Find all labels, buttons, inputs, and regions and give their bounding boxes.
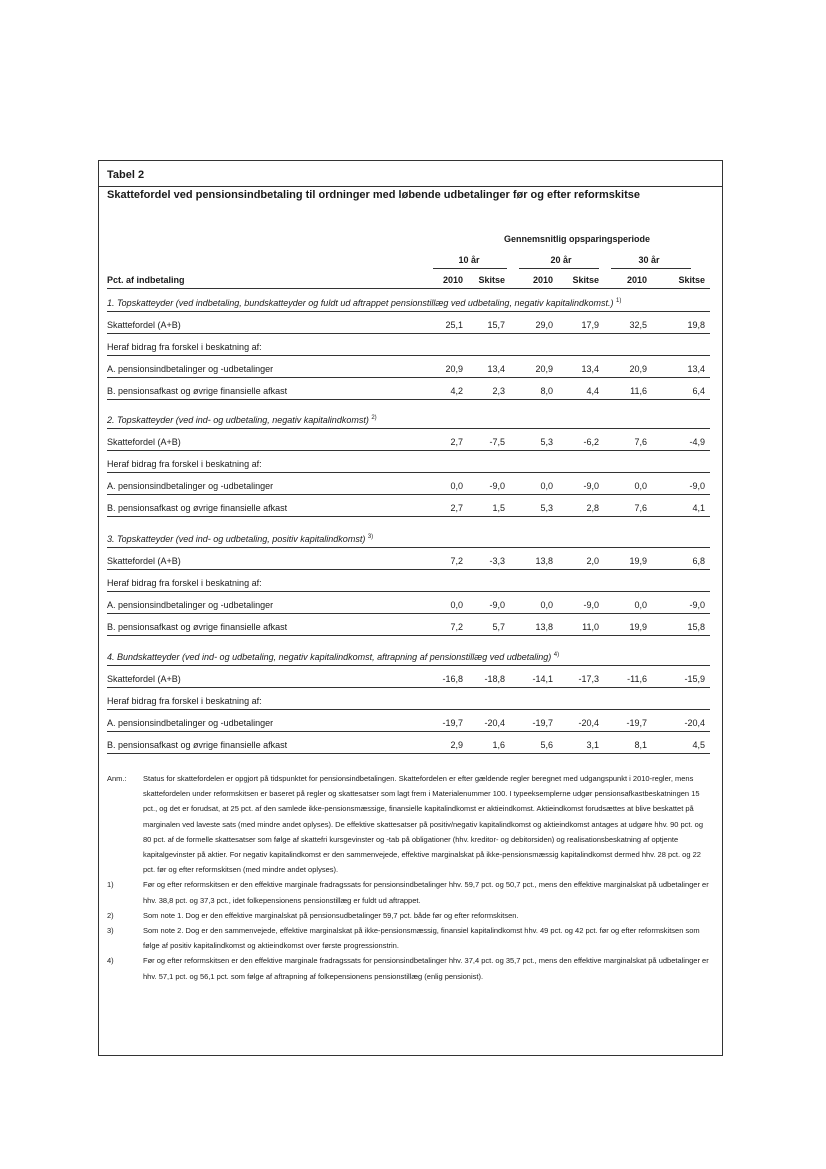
note-key: 4) [107,956,114,966]
table-cell: 11,6 [630,386,647,396]
table-frame [98,160,723,1056]
header-row [107,274,710,289]
row-label: B. pensionsafkast og øvrige finansielle afkast [107,386,288,396]
table-cell: -9,0 [489,481,505,491]
table-cell: 7,2 [450,622,463,632]
row-label: B. pensionsafkast og øvrige finansielle afkast [107,740,288,750]
table-cell: -9,0 [583,481,599,491]
row-label: Heraf bidrag fra forskel i beskatning af: [107,342,262,352]
table-row [107,363,710,378]
table-cell: 15,8 [687,622,705,632]
table-cell: -20,4 [484,718,505,728]
table-cell: 2,7 [450,503,463,513]
table-cell: -19,7 [532,718,553,728]
table-cell: 2,3 [492,386,505,396]
table-cell: 19,9 [629,556,647,566]
row-label: B. pensionsafkast og øvrige finansielle afkast [107,503,288,513]
notes [107,771,712,984]
note-key: 2) [107,910,114,920]
section-title: 1. Topskatteyder (ved indbetaling, bundskatteyder og fuldt ud aftrappet pensionstillæg ved udbetaling, negativ kapitalindkomst.) $^{1)}$ [107,297,710,312]
table-cell: 4,1 [692,503,705,513]
table-cell: -19,7 [626,718,647,728]
table-row [107,385,710,400]
table-cell: -9,0 [583,600,599,610]
row-label: B. pensionsafkast og øvrige finansielle afkast [107,622,288,632]
table-cell: 0,0 [450,481,463,491]
table-cell: 13,4 [581,364,599,374]
table-cell: 20,9 [445,364,463,374]
table-cell: 11,0 [582,622,599,632]
table-cell: 1,6 [492,740,505,750]
table-cell: 5,3 [540,503,553,513]
table-cell: 17,9 [581,320,599,330]
table-cell: 19,9 [629,622,647,632]
table-cell: -7,5 [489,437,505,447]
header-period-10-line [433,268,507,269]
table-row [107,739,710,754]
table-row [107,555,710,570]
header-period-10: 10 år [458,255,480,265]
row-label: A. pensionsindbetalinger og -udbetalinger [107,718,274,728]
note-key: 3) [107,926,114,936]
table-cell: 20,9 [629,364,647,374]
table-cell: 20,9 [535,364,553,374]
table-cell: 13,8 [535,622,553,632]
table-label: Tabel 2 [107,169,145,181]
note-key: 1) [107,880,114,890]
table-row [107,621,710,636]
table-cell: 8,1 [634,740,647,750]
table-cell: 7,2 [450,556,463,566]
table-row [107,673,710,688]
table-row [107,436,710,451]
table-cell: 2,7 [450,437,463,447]
header-col: 2010 [532,275,553,285]
row-label: Skattefordel (A+B) [107,320,181,330]
table-cell: 0,0 [540,481,553,491]
table-cell: -20,4 [684,718,705,728]
table-row [107,695,710,710]
note [107,908,712,923]
row-label: Skattefordel (A+B) [107,674,181,684]
table-cell: 5,7 [492,622,505,632]
section-note-ref: 2) [371,415,377,421]
table-cell: -9,0 [489,600,505,610]
table-cell: 32,5 [629,320,647,330]
table-row [107,480,710,495]
header-period-30: 30 år [638,255,660,265]
table-cell: -6,2 [583,437,599,447]
table-row [107,458,710,473]
header-col: 2010 [442,275,463,285]
table-cell: -20,4 [578,718,599,728]
row-label: Heraf bidrag fra forskel i beskatning af: [107,696,262,706]
table-cell: 7,6 [634,503,647,513]
table-cell: -16,8 [442,674,463,684]
table-cell: 15,7 [487,320,505,330]
table-cell: -17,3 [578,674,599,684]
table-cell: 19,8 [687,320,705,330]
note-key: Anm.: [107,774,127,783]
table-row [107,577,710,592]
table-cell: 25,1 [445,320,463,330]
row-label: A. pensionsindbetalinger og -udbetalinger [107,364,274,374]
header-group: Gennemsnitlig opsparingsperiode [503,234,651,244]
header-period-20: 20 år [550,255,572,265]
header-col: 2010 [626,275,647,285]
section-title: 2. Topskatteyder (ved ind- og udbetaling, negativ kapitalindkomst) $^{2)}$ [107,414,710,429]
row-label: Heraf bidrag fra forskel i beskatning af: [107,459,262,469]
table-cell: 0,0 [634,481,647,491]
row-label: Skattefordel (A+B) [107,437,181,447]
header-col: Skitse [478,275,505,285]
table-cell: -4,9 [689,437,705,447]
table-cell: 13,8 [535,556,553,566]
table-cell: -18,8 [484,674,505,684]
header-row-label: Pct. af indbetaling [107,275,185,285]
table-cell: -9,0 [689,600,705,610]
table-cell: 2,9 [450,740,463,750]
table-cell: 13,4 [487,364,505,374]
table-row [107,717,710,732]
table-cell: 0,0 [540,600,553,610]
table-cell: -11,6 [627,674,647,684]
table-cell: 7,6 [634,437,647,447]
table-cell: 3,1 [586,740,599,750]
section-note-ref: 4) [553,652,560,658]
note-text: Før og efter reformskitsen er den effektive marginale fradragssats for pensionsindbetalinger hhv. 37,4 pct. og 35,7 pct., mens den effektive marginalskat på udbetalinger er hhv. 57,1 pct. og 56,1 pct. som følge af aftrapning af folkepensionens pensionstillæg (enlig pensionist). [143,956,709,981]
table-cell: 4,4 [586,386,599,396]
table-cell: 6,8 [692,556,705,566]
header-period-30-line [611,268,691,269]
table-cell: 4,2 [450,386,463,396]
table-row [107,341,710,356]
header-period-20-line [519,268,599,269]
table-cell: 13,4 [687,364,705,374]
table-cell: 1,5 [492,503,505,513]
table-cell: 5,6 [540,740,553,750]
row-label: A. pensionsindbetalinger og -udbetalinger [107,600,274,610]
note [107,953,712,983]
table-row [107,319,710,334]
note-text: Som note 1. Dog er den effektive marginalskat på pensionsudbetalinger 59,7 pct. både før og efter reformskitsen. [143,910,519,920]
table-cell: 0,0 [450,600,463,610]
table-title: Skattefordel ved pensionsindbetaling til ordninger med løbende udbetalinger før og efter reformskitse [107,189,640,201]
header-col: Skitse [572,275,599,285]
section-title: 4. Bundskatteyder (ved ind- og udbetaling, negativ kapitalindkomst, aftrapning af pensionstillæg ved udbetaling) $^{4)}$ [107,651,710,666]
note [107,771,712,877]
table-cell: 2,8 [586,503,599,513]
note [107,877,712,907]
table-cell: -9,0 [689,481,705,491]
row-label: A. pensionsindbetalinger og -udbetalinger [107,481,274,491]
table-cell: -19,7 [442,718,463,728]
table-cell: -15,9 [684,674,705,684]
row-label: Heraf bidrag fra forskel i beskatning af: [107,578,262,588]
table-cell: 6,4 [692,386,705,396]
section-note-ref: 1) [616,298,622,304]
table-cell: 29,0 [535,320,553,330]
table-cell: 0,0 [634,600,647,610]
table-cell: -3,3 [489,556,505,566]
table-cell: -14,1 [532,674,553,684]
row-label: Skattefordel (A+B) [107,556,181,566]
table-cell: 5,3 [540,437,553,447]
title-divider [99,186,722,187]
note [107,923,712,953]
note-text: Som note 2. Dog er den sammenvejede, effektive marginalskat på ikke-pensionsmæssig, finansiel kapitalindkomst hhv. 49 pct. og 42 pct. før og efter reformskitsen som følge af positiv kapitalindkomst og aktieindkomst over første progressionstrin. [143,926,700,951]
section-note-ref: 3) [367,534,374,540]
section-title: 3. Topskatteyder (ved ind- og udbetaling, positiv kapitalindkomst) $^{3)}$ [107,533,710,548]
table-cell: 2,0 [586,556,599,566]
table-cell: 4,5 [692,740,705,750]
note-text: Før og efter reformskitsen er den effektive marginale fradragssats for pensionsindbetalinger hhv. 59,7 pct. og 50,7 pct., mens den effektive marginalskat på udbetalinger er hhv. 38,8 pct. og 37,3 pct., idet folkepensionens pensionstillæg er fuldt ud aftrappet. [143,880,709,905]
note-text: Status for skattefordelen er opgjort på tidspunktet for pensionsindbetalingen. Skattefordelen er efter gældende regler beregnet med udgangspunkt i 2010-regler, mens skattefordelen under reformskitsen er baseret på regler og skattesatser som lagt frem i Materialenummer 100. I typeeksemplerne udgør pensionsafkastbeskatningen 15 pct., og det er forudsat, at 25 pct. af den samlede ikke-pensionsmæssige, finansielle kapitalindkomst er aktieindkomst. Aktieindkomst forudsættes at blive beskattet på marginalen ved laveste sats (med mindre andet oplyses). De effektive skattesatser på positiv/negativ kapitalindkomst og aktieindkomst antages at udgøre hhv. 90 pct. og 80 pct. af de formelle skattesatser som følge af skattefri kursgevinster og -tab på obligationer (hhv. kreditor- og debitorsiden) og realisationsbeskatning af optjente kapitalgevinster på aktier. For negativ kapitalindkomst er den sammenvejede, effektive marginalskat på ikke-pensionsmæssig kapitalindkomst dermed hhv. 28 pct. og 22 pct. før og efter reformskitsen (med mindre andet oplyses). [143,774,704,875]
table-cell: 8,0 [540,386,553,396]
header-col: Skitse [678,275,705,285]
table-row [107,599,710,614]
table-row [107,502,710,517]
